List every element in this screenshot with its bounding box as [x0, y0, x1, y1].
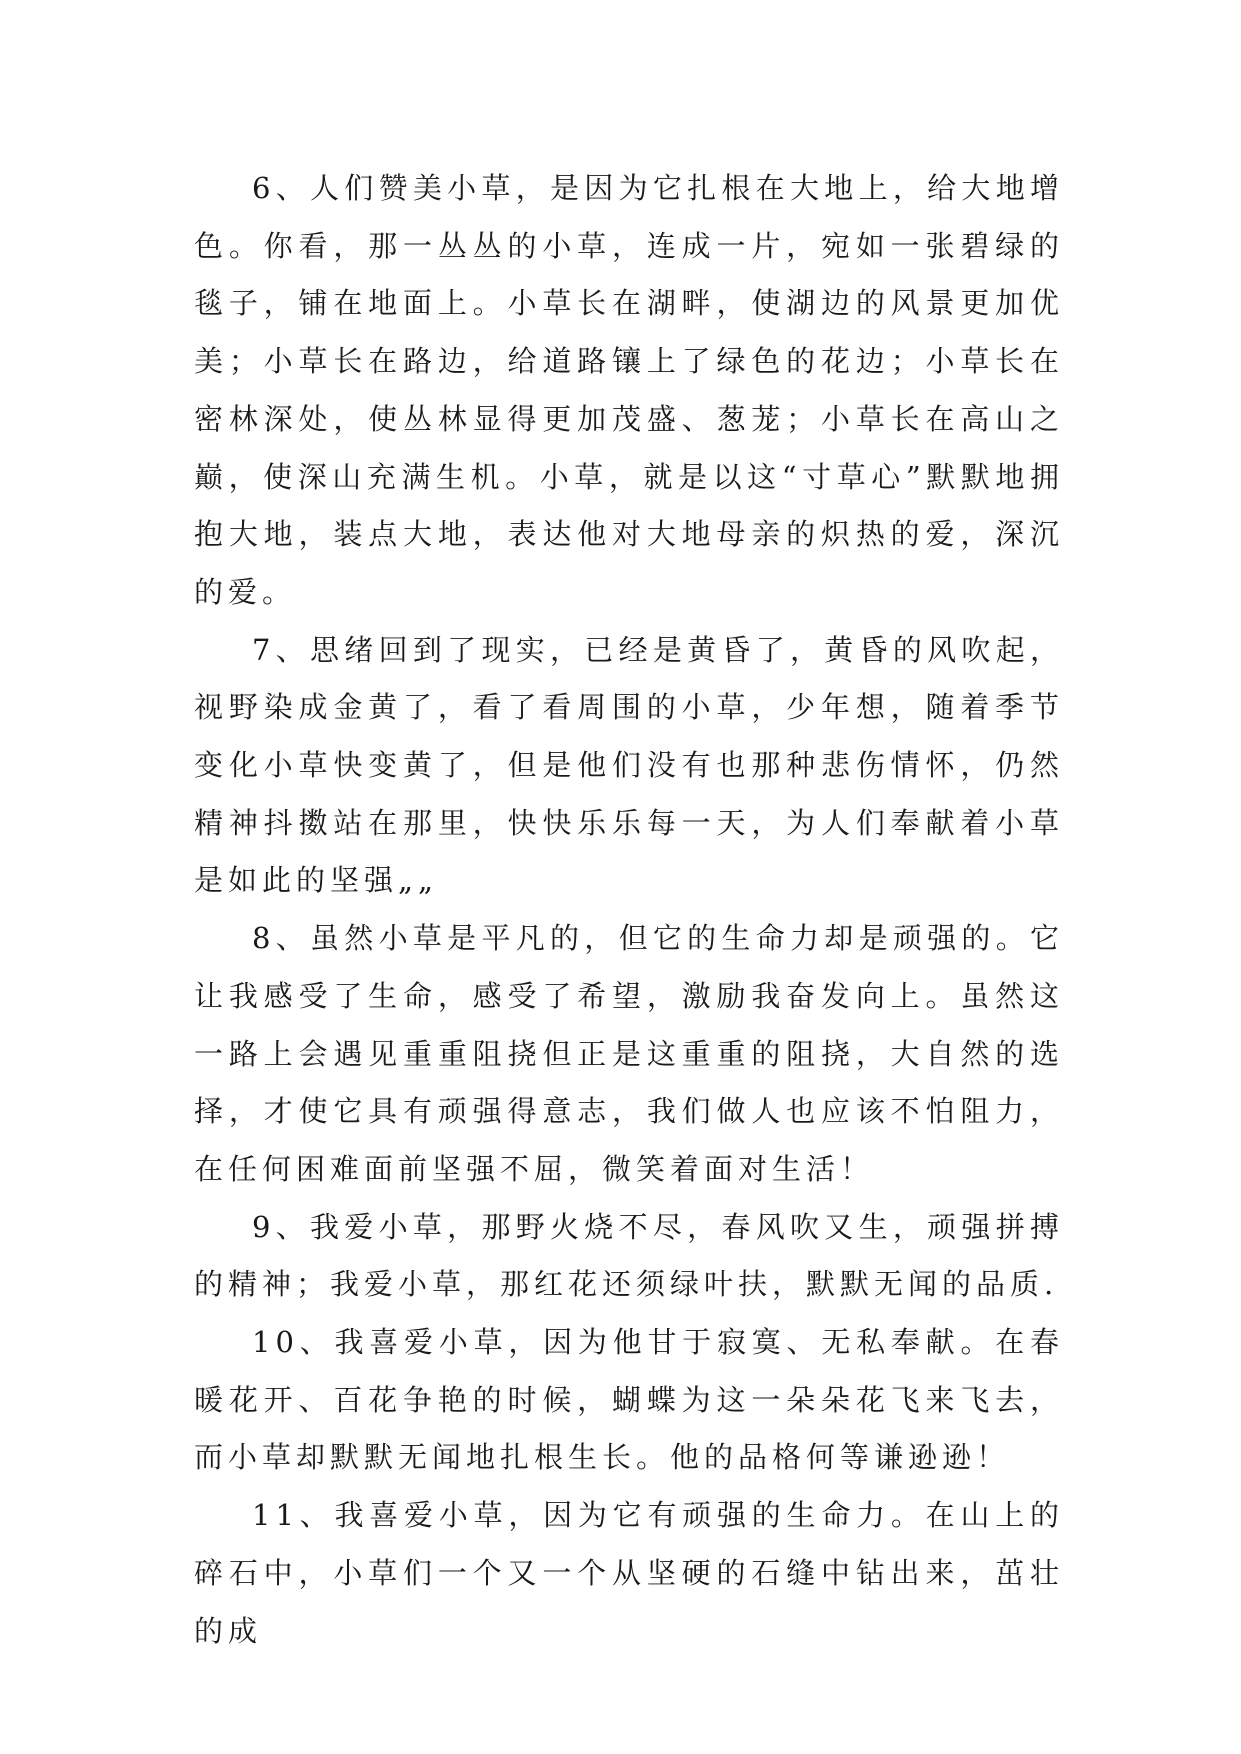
paragraph-9: 9、我爱小草，那野火烧不尽，春风吹又生，顽强拼搏的精神；我爱小草，那红花还须绿叶扶，默默无闻的品质. — [194, 1209, 1064, 1302]
paragraph-8: 8、虽然小草是平凡的，但它的生命力却是顽强的。它让我感受了生命，感受了希望，激励我奋发向上。虽然这一路上会遇见重重阻挠但正是这重重的阻挠，大自然的选择，才使它具有顽强得意志，我们做人也应该不怕阻力，在任何困难面前坚强不屈，微笑着面对生活！ — [194, 921, 1064, 1186]
paragraph-6: 6、人们赞美小草，是因为它扎根在大地上，给大地增色。你看，那一丛丛的小草，连成一片，宛如一张碧绿的毯子，铺在地面上。小草长在湖畔，使湖边的风景更加优美；小草长在路边，给道路镶上了绿色的花边；小草长在密林深处，使丛林显得更加茂盛、葱茏；小草长在高山之巅，使深山充满生机。小草，就是以这“寸草心”默默地拥抱大地，装点大地，表达他对大地母亲的炽热的爱，深沉的爱。 — [194, 171, 1064, 609]
paragraph-10: 10、我喜爱小草，因为他甘于寂寞、无私奉献。在春暖花开、百花争艳的时候，蝴蝶为这一朵朵花飞来飞去，而小草却默默无闻地扎根生长。他的品格何等谦逊逊！ — [194, 1325, 1064, 1475]
paragraph-7: 7、思绪回到了现实，已经是黄昏了，黄昏的风吹起，视野染成金黄了，看了看周围的小草，少年想，随着季节变化小草快变黄了，但是他们没有也那种悲伤情怀，仍然精神抖擞站在那里，快快乐乐每一天，为人们奉献着小草是如此的坚强„„ — [194, 632, 1064, 898]
body-text — [194, 160, 1064, 1660]
paragraph-11: 11、我喜爱小草，因为它有顽强的生命力。在山上的碎石中，小草们一个又一个从坚硬的石缝中钻出来，茁壮的成 — [194, 1498, 1064, 1648]
